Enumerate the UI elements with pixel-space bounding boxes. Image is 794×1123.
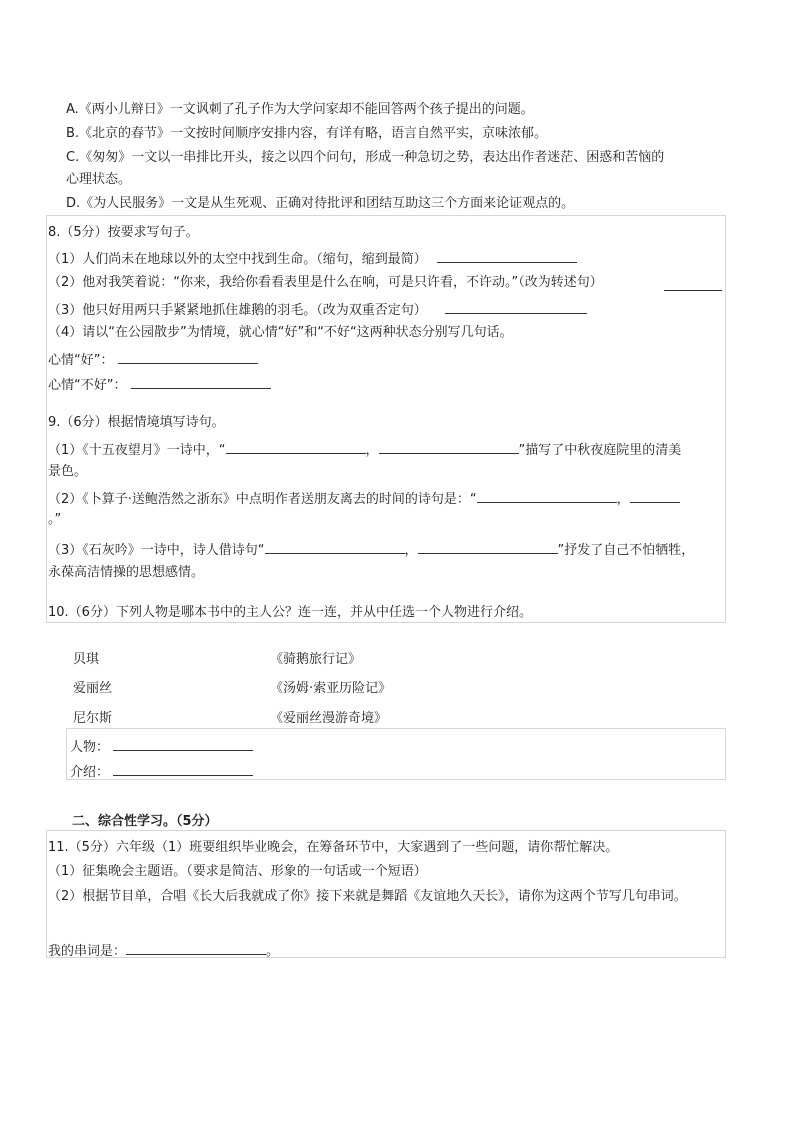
q9-item-1-post: ”描写了中秋夜庭院里的清美 bbox=[518, 443, 682, 458]
q9-item-1 bbox=[48, 439, 681, 460]
q9-item-3 bbox=[48, 539, 694, 560]
q8-answer-blank-1[interactable] bbox=[437, 248, 577, 263]
q8-item-1-text: （1）人们尚未在地球以外的太空中找到生命。（缩句，缩到最简） bbox=[48, 252, 427, 267]
option-a: A.《两小儿辩日》一文讽刺了孔子作为大学问家却不能回答两个孩子提出的问题。 bbox=[66, 102, 534, 117]
option-b: B.《北京的春节》一文按时间顺序安排内容，有详有略，语言自然平实，京味浓郁。 bbox=[66, 126, 548, 141]
q10-person-2: 爱丽丝 bbox=[73, 681, 113, 696]
q9-item-3-blank-b[interactable] bbox=[418, 539, 558, 554]
q9-item-2 bbox=[48, 488, 680, 509]
q8-answer-blank-2[interactable] bbox=[664, 276, 722, 291]
q10-person-3: 尼尔斯 bbox=[73, 711, 113, 726]
q9-item-1-blank-a[interactable] bbox=[226, 439, 366, 454]
q9-item-3-cont: 永葆高洁情操的思想感情。 bbox=[48, 565, 205, 580]
q9-item-1-pre: （1）《十五夜望月》一诗中，“ bbox=[48, 443, 226, 458]
q10-intro-line bbox=[70, 761, 253, 782]
q8-good-blank[interactable] bbox=[118, 349, 258, 364]
q8-good-line bbox=[48, 349, 258, 370]
q10-book-1: 《骑鹅旅行记》 bbox=[270, 652, 362, 667]
q9-item-2-cont: 。” bbox=[48, 512, 62, 527]
q10-title: 10.（6分）下列人物是哪本书中的主人公？连一连，并从中任选一个人物进行介绍。 bbox=[48, 605, 532, 620]
option-d: D.《为人民服务》一文是从生死观、正确对待批评和团结互助这三个方面来论证观点的。 bbox=[66, 196, 575, 211]
q9-item-2-blank-a[interactable] bbox=[477, 488, 617, 503]
q11-item-1: （1）征集晚会主题语。（要求是简洁、形象的一句话或一个短语） bbox=[48, 864, 427, 879]
q10-person-1: 贝琪 bbox=[73, 652, 100, 667]
q9-item-2-comma: ， bbox=[616, 492, 630, 507]
q9-item-2-pre: （2）《卜算子·送鲍浩然之浙东》中点明作者送朋友离去的时间的诗句是：“ bbox=[48, 492, 477, 507]
q11-answer-label: 我的串词是： bbox=[48, 944, 127, 959]
option-c-line1: C.《匆匆》一文以一串排比开头，接之以四个问句，形成一种急切之势，表达出作者迷茫、困惑和苦恼的 bbox=[66, 150, 665, 165]
q8-answer-blank-3[interactable] bbox=[445, 299, 587, 314]
q8-item-1 bbox=[48, 248, 577, 269]
q11-title: 11.（5分）六年级（1）班要组织毕业晚会，在筹备环节中，大家遇到了一些问题，请你帮忙解决。 bbox=[48, 840, 619, 855]
section-2-heading: 二、综合性学习。（5分） bbox=[72, 814, 218, 829]
q10-book-2: 《汤姆·索亚历险记》 bbox=[270, 681, 392, 696]
q8-bad-line bbox=[48, 374, 271, 395]
q9-item-3-pre: （3）《石灰吟》一诗中，诗人借诗句“ bbox=[48, 543, 265, 558]
q10-person-label: 人物： bbox=[70, 740, 110, 755]
q9-title: 9.（6分）根据情境填写诗句。 bbox=[48, 415, 225, 430]
q10-person-blank[interactable] bbox=[113, 736, 253, 751]
q11-answer-line bbox=[48, 940, 279, 961]
q10-person-line bbox=[70, 736, 253, 757]
q8-title: 8.（5分）按要求写句子。 bbox=[48, 225, 199, 240]
q8-item-2: （2）他对我笑着说：“你来，我给你看看表里是什么在响，可是只许看，不许动。”（改为转述句） bbox=[48, 275, 603, 290]
q8-good-label: 心情“好”： bbox=[48, 353, 114, 368]
q9-item-1-blank-b[interactable] bbox=[379, 439, 519, 454]
q10-intro-label: 介绍： bbox=[70, 765, 110, 780]
q10-intro-blank[interactable] bbox=[113, 761, 253, 776]
q8-item-4: （4）请以“在公园散步”为情境，就心情“好”和“不好“这两种状态分别写几句话。 bbox=[48, 325, 513, 340]
option-c-line2: 心理状态。 bbox=[66, 172, 132, 187]
q8-bad-label: 心情“不好”： bbox=[48, 378, 127, 393]
q9-item-2-blank-b[interactable] bbox=[630, 488, 680, 503]
q9-item-1-cont: 景色。 bbox=[48, 464, 88, 479]
q10-book-3: 《爱丽丝漫游奇境》 bbox=[270, 711, 388, 726]
q9-item-3-post: ”抒发了自己不怕牺牲， bbox=[557, 543, 695, 558]
q8-item-3 bbox=[48, 299, 587, 320]
q8-bad-blank[interactable] bbox=[131, 374, 271, 389]
q11-answer-end: 。 bbox=[266, 944, 280, 959]
q9-item-3-comma: ， bbox=[404, 543, 418, 558]
q11-answer-blank[interactable] bbox=[126, 940, 266, 955]
q11-item-2: （2）根据节目单，合唱《长大后我就成了你》接下来就是舞蹈《友谊地久天长》，请你为这两个节写几句串词。 bbox=[48, 889, 687, 904]
q9-item-1-comma: ， bbox=[365, 443, 379, 458]
q9-item-3-blank-a[interactable] bbox=[265, 539, 405, 554]
q8-item-3-text: （3）他只好用两只手紧紧地抓住雄鹅的羽毛。（改为双重否定句） bbox=[48, 303, 427, 318]
